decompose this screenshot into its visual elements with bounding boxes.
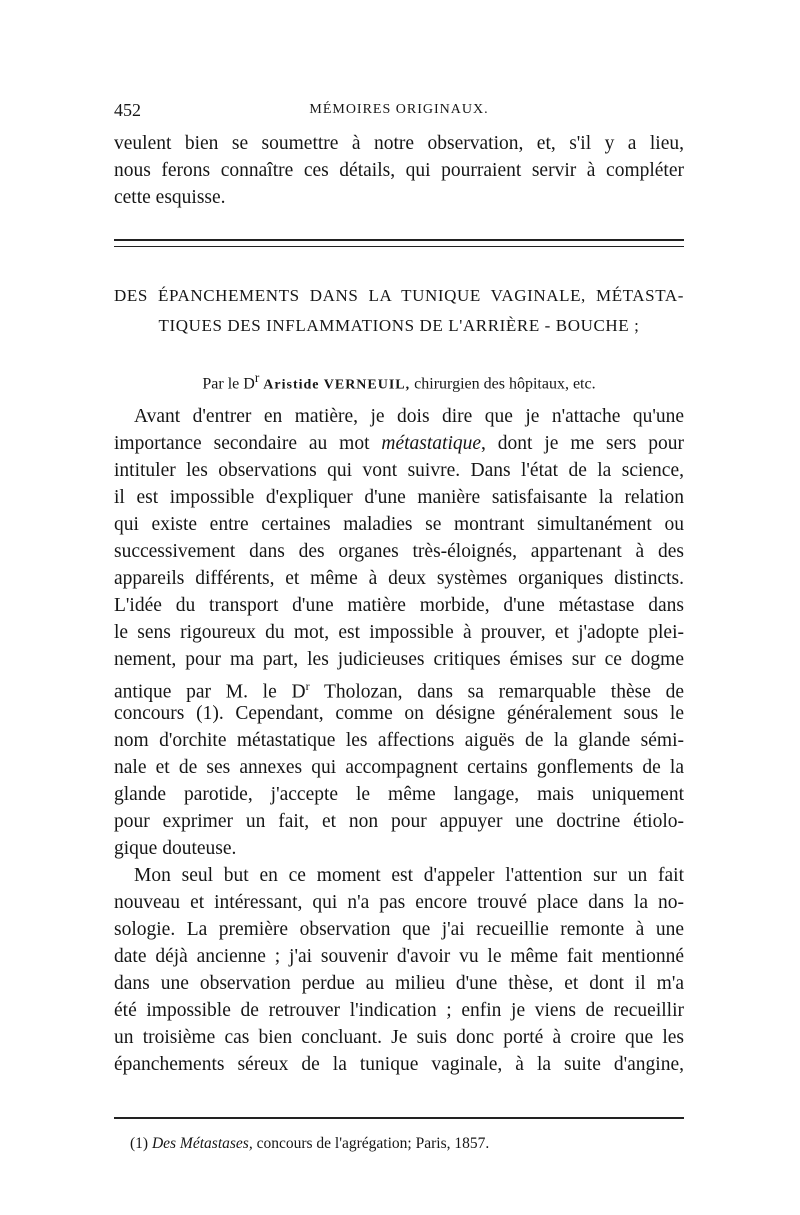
body-line [114, 835, 684, 862]
carryover-line: nous ferons connaître ces détails, qui pourraient servir à compléter [114, 160, 684, 181]
body-line-text: glande parotide, j'accepte le même langage, mais uniquement [114, 784, 684, 805]
body-line-text: été impossible de retrouver l'indication ; enfin je viens de recueillir [114, 1000, 684, 1021]
body-line-text: date déjà ancienne ; j'ai souvenir d'avoir vu le même fait mentionné [114, 946, 684, 967]
body-line [114, 781, 684, 808]
body-line-text: importance secondaire au mot [114, 433, 382, 454]
byline-prefix-sup: r [254, 370, 260, 385]
body-line-text: le sens rigoureux du mot, est impossible à prouver, et j'adopte plei- [114, 622, 684, 643]
body-line-text: un troisième cas bien concluant. Je suis donc porté à croire que les [114, 1027, 684, 1048]
body-line-text: dans une observation perdue au milieu d'une thèse, et dont il m'a [114, 973, 684, 994]
byline-prefix: Par le D [202, 375, 255, 393]
article-title-line: DES ÉPANCHEMENTS DANS LA TUNIQUE VAGINALE, MÉTASTA- [114, 286, 684, 305]
body-line-text: sologie. La première observation que j'ai recueillie remonte à une [114, 919, 684, 940]
footnote-rule [114, 1117, 684, 1119]
body-line-text: L'idée du transport d'une matière morbide, d'une métastase dans [114, 595, 684, 616]
body-line-text: il est impossible d'expliquer d'une manière satisfaisante la relation [114, 487, 684, 508]
body-line-text: , dont je me sers pour [481, 433, 684, 454]
body-line [114, 970, 684, 997]
running-head [114, 100, 684, 124]
body-line-text: antique par M. le D [114, 681, 306, 703]
body-line-text: Mon seul but en ce moment est d'appeler l'attention sur un fait [134, 865, 684, 886]
body-line [114, 916, 684, 943]
footnote [130, 1135, 489, 1153]
body-line-text: pour exprimer un fait, et non pour appuyer une doctrine étiolo- [114, 811, 684, 832]
body-line [114, 565, 684, 592]
body-line [114, 619, 684, 646]
body-line-text: Tholozan, dans sa remarquable thèse de [309, 681, 684, 703]
body-line [114, 457, 684, 484]
body-line [134, 862, 684, 889]
body-line [114, 808, 684, 835]
footnote-text: concours de l'agrégation; Paris, 1857. [256, 1135, 490, 1152]
body-line-text: gique douteuse. [114, 838, 237, 859]
body-line [114, 943, 684, 970]
section-rule [114, 239, 684, 247]
body-line-text: nement, pour ma part, les judicieuses critiques émises sur ce dogme [114, 649, 684, 670]
body-line [114, 430, 684, 457]
body-line-text: qui existe entre certaines maladies se montrant simultanément ou [114, 514, 684, 535]
body-line [114, 754, 684, 781]
carryover-line: cette esquisse. [114, 187, 226, 208]
body-line-text: nouveau et intéressant, qui n'a pas encore trouvé place dans la no- [114, 892, 684, 913]
author-affiliation: chirurgien des hôpitaux, etc. [414, 375, 596, 393]
body-line [114, 484, 684, 511]
footnote-marker: (1) [130, 1135, 149, 1152]
body-line-text: Avant d'entrer en matière, je dois dire que je n'attache qu'une [134, 406, 684, 427]
body-line [114, 538, 684, 565]
body-line [114, 646, 684, 673]
body-line-text: nom d'orchite métastatique les affections aiguës de la glande sémi- [114, 730, 684, 751]
author-name: Aristide VERNEUIL, [263, 377, 411, 393]
body-line [114, 1051, 684, 1078]
body-line-text: concours (1). Cependant, comme on désigne généralement sous le [114, 703, 684, 724]
body-line [114, 997, 684, 1024]
body-line [114, 889, 684, 916]
body-line-text: intituler les observations qui vont suivre. Dans l'état de la science, [114, 460, 684, 481]
carryover-line: veulent bien se soumettre à notre observation, et, s'il y a lieu, [114, 133, 684, 154]
body-line-superscript: r [305, 679, 310, 693]
body-line-emphasis: métastatique [381, 433, 482, 454]
body-line-text: épanchements séreux de la tunique vaginale, à la suite d'angine, [114, 1054, 684, 1075]
page-number: 452 [114, 100, 141, 120]
running-title: MÉMOIRES ORIGINAUX. [309, 102, 489, 117]
body-line [114, 592, 684, 619]
body-line [114, 727, 684, 754]
body-line-text: successivement dans des organes très-éloignés, appartenant à des [114, 541, 684, 562]
footnote-title: Des Métastases, [151, 1135, 253, 1152]
body-line-text: nale et de ses annexes qui accompagnent certains gonflements de la [114, 757, 684, 778]
body-line [114, 511, 684, 538]
article-title-line: TIQUES DES INFLAMMATIONS DE L'ARRIÈRE - BOUCHE ; [158, 316, 640, 335]
body-line [114, 1024, 684, 1051]
body-line [114, 700, 684, 727]
byline [114, 370, 684, 393]
body-line-text: appareils différents, et même à deux systèmes organiques distincts. [114, 568, 684, 589]
body-line [134, 403, 684, 430]
